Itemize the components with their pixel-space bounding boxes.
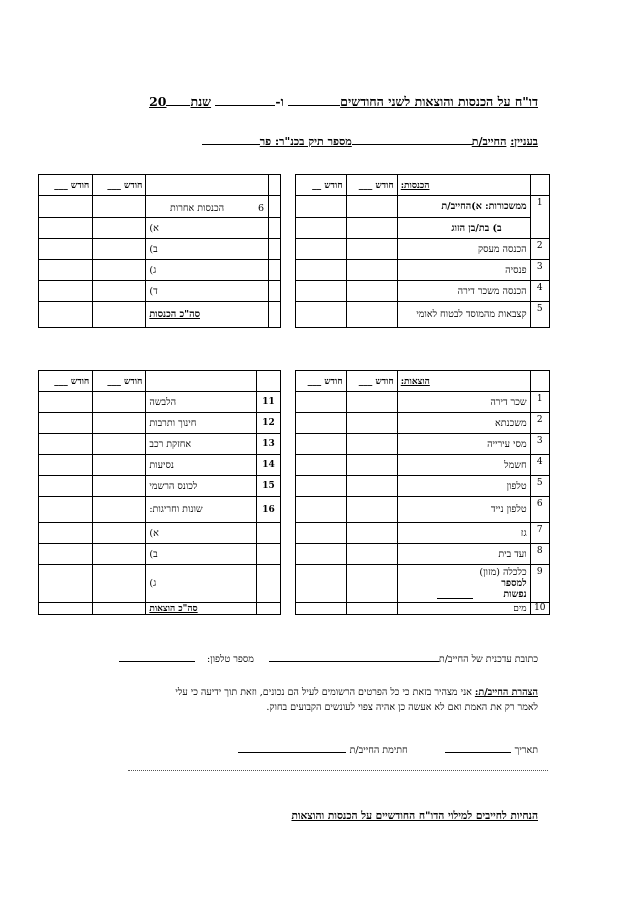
income-cell[interactable] xyxy=(295,239,346,260)
expense-cell[interactable] xyxy=(346,455,397,476)
subject-file-label: מספר תיק בכנ"ר: פר xyxy=(259,135,352,148)
income-cell[interactable] xyxy=(93,218,146,239)
expense-cell[interactable] xyxy=(295,413,346,434)
report-title xyxy=(149,94,538,110)
expense-left-num: 14 xyxy=(256,455,281,476)
expenses-heading: הוצאות: xyxy=(397,371,530,392)
expense-row-num: 10 xyxy=(530,603,549,615)
income-cell[interactable] xyxy=(93,281,146,302)
title-year: 20 xyxy=(149,94,167,109)
expense-cell[interactable] xyxy=(39,476,93,497)
expense-cell[interactable] xyxy=(295,455,346,476)
expense-cell[interactable] xyxy=(93,455,146,476)
expense-row-label: ועד בית xyxy=(397,544,530,565)
expense-cell[interactable] xyxy=(346,497,397,523)
declaration-line1: אני מצהיר בזאת כי כל הפרטים הרשומים לעיל הם נכונים, וזאת תוך ידיעה כי עלי xyxy=(175,687,472,698)
income-month-col-4: חודש ___ xyxy=(39,175,93,196)
expense-left-num xyxy=(256,603,281,615)
income-table xyxy=(38,174,550,328)
expense-cell[interactable] xyxy=(295,523,346,544)
expense-cell[interactable] xyxy=(39,413,93,434)
expense-cell[interactable] xyxy=(346,392,397,413)
expenses-header-left-num xyxy=(256,371,281,392)
expense-row-label: משכנתא xyxy=(397,413,530,434)
income-month-col-2: חודש __ xyxy=(295,175,346,196)
subject-line xyxy=(202,135,538,148)
expense-left-label: ב) xyxy=(146,544,256,565)
expenses-table xyxy=(38,370,550,615)
income-month-col-1: חודש ___ xyxy=(346,175,397,196)
income-left-num xyxy=(269,260,281,281)
income-month-col-3: חודש ___ xyxy=(93,175,146,196)
expense-row-label: שכר דירה xyxy=(397,392,530,413)
declaration-title: הצהרת החייב/ת: xyxy=(474,687,538,698)
expense-left-label: אחזקת רכב xyxy=(146,434,256,455)
expense-cell[interactable] xyxy=(39,434,93,455)
expense-cell[interactable] xyxy=(295,603,346,615)
expense-cell[interactable] xyxy=(93,497,146,523)
expense-cell[interactable] xyxy=(346,565,397,603)
income-cell[interactable] xyxy=(93,239,146,260)
expense-cell[interactable] xyxy=(346,413,397,434)
separator-dotted xyxy=(128,770,548,771)
expense-cell[interactable] xyxy=(295,476,346,497)
income-other-label: הכנסות אחרות xyxy=(170,203,225,214)
expense-row-label-food xyxy=(397,565,530,603)
income-row-num: 2 xyxy=(530,239,549,260)
income-cell[interactable] xyxy=(295,218,346,239)
title-join: ו- xyxy=(275,94,284,109)
date-label: תאריך xyxy=(514,745,538,756)
expense-cell[interactable] xyxy=(346,544,397,565)
income-cell[interactable] xyxy=(93,260,146,281)
income-left-num-6: 6 xyxy=(258,203,265,214)
expense-persons-blank[interactable] xyxy=(437,598,473,599)
income-cell[interactable] xyxy=(39,196,93,218)
declaration-line2: לאמר רק את האמת ואם לא אעשה כן אהיה צפוי לעונשים הקבועים בחוק. xyxy=(266,702,538,713)
subject-label: בעניין: xyxy=(510,135,538,148)
title-year-word: שנת xyxy=(190,94,212,109)
income-cell[interactable] xyxy=(346,218,397,239)
expense-cell[interactable] xyxy=(39,497,93,523)
income-header-num xyxy=(530,175,549,196)
income-row-num: 5 xyxy=(530,302,549,328)
expense-cell[interactable] xyxy=(93,392,146,413)
title-month2-blank[interactable] xyxy=(215,105,275,106)
income-row-label: ממשכורות: א)החייב/ת xyxy=(397,196,530,218)
expenses-month-col-2: חודש ___ xyxy=(295,371,346,392)
expenses-month-col-1: חודש ___ xyxy=(346,371,397,392)
income-left-label: א) xyxy=(146,218,269,239)
income-cell[interactable] xyxy=(295,281,346,302)
title-year-blank[interactable] xyxy=(166,105,190,106)
income-left-num xyxy=(269,239,281,260)
expense-food-label: כלכלה (מזון) xyxy=(479,567,527,578)
expense-row-num: 1 xyxy=(530,392,549,413)
expenses-month-col-3: חודש ___ xyxy=(93,371,146,392)
income-left-num xyxy=(269,281,281,302)
expense-left-num: 11 xyxy=(256,392,281,413)
expense-row-num: 4 xyxy=(530,455,549,476)
income-left-label: ד) xyxy=(146,281,269,302)
expense-cell[interactable] xyxy=(93,523,146,544)
signature-line xyxy=(238,745,538,756)
expense-row-num: 6 xyxy=(530,497,549,523)
income-row-num: 1 xyxy=(530,196,549,239)
expense-cell[interactable] xyxy=(93,476,146,497)
signature-blank[interactable] xyxy=(238,752,346,753)
expense-left-num: 16 xyxy=(256,497,281,523)
address-line xyxy=(119,654,538,665)
address-blank[interactable] xyxy=(269,661,439,662)
income-header-left xyxy=(146,175,269,196)
expense-left-label: א) xyxy=(146,523,256,544)
expense-left-label: הלבשה xyxy=(146,392,256,413)
expense-cell[interactable] xyxy=(39,565,93,603)
expense-cell[interactable] xyxy=(346,476,397,497)
subject-debtor-blank[interactable] xyxy=(352,144,472,145)
expense-cell[interactable] xyxy=(295,544,346,565)
phone-label: מספר טלפון: xyxy=(206,654,254,665)
expense-cell[interactable] xyxy=(93,565,146,603)
declaration xyxy=(175,685,538,715)
title-prefix: דו"ח על הכנסות והוצאות לשני החודשים xyxy=(340,94,538,109)
income-row-label: פנסיה xyxy=(397,260,530,281)
income-left-num xyxy=(269,302,281,328)
expenses-header-num xyxy=(530,371,549,392)
expense-row-num: 5 xyxy=(530,476,549,497)
income-left-num xyxy=(269,196,281,218)
expense-row-label: חשמל xyxy=(397,455,530,476)
address-label: כתובת עדכנית של החייב/ת xyxy=(438,654,538,665)
expenses-month-col-4: חודש ___ xyxy=(39,371,93,392)
income-cell[interactable] xyxy=(346,281,397,302)
expense-row-label: מים xyxy=(397,603,530,615)
subject-file-blank[interactable] xyxy=(202,144,260,145)
expense-total-cell[interactable] xyxy=(39,603,93,615)
expense-left-label: נסיעות xyxy=(146,455,256,476)
date-blank[interactable] xyxy=(445,752,511,753)
expense-row-label: טלפון xyxy=(397,476,530,497)
income-cell[interactable] xyxy=(39,281,93,302)
expense-cell[interactable] xyxy=(346,434,397,455)
expense-row-num: 7 xyxy=(530,523,549,544)
expense-cell[interactable] xyxy=(93,434,146,455)
income-cell[interactable] xyxy=(39,218,93,239)
income-cell[interactable] xyxy=(295,302,346,328)
expense-left-label: ג) xyxy=(146,565,256,603)
expense-left-label: לכונס הרשמי xyxy=(146,476,256,497)
expense-cell[interactable] xyxy=(346,603,397,615)
phone-blank[interactable] xyxy=(119,661,195,662)
expense-cell[interactable] xyxy=(346,523,397,544)
income-row-label: הכנסה מעסק xyxy=(397,239,530,260)
expense-left-label: חינוך ותרבות xyxy=(146,413,256,434)
income-cell[interactable] xyxy=(295,260,346,281)
income-cell[interactable] xyxy=(346,239,397,260)
expense-cell[interactable] xyxy=(39,544,93,565)
expense-left-num xyxy=(256,544,281,565)
income-cell[interactable] xyxy=(295,196,346,218)
income-cell[interactable] xyxy=(39,260,93,281)
income-cell[interactable] xyxy=(93,196,146,218)
instructions-title: הנחיות לחייבים למילוי הדו"ח החודשיים על הכנסות והוצאות xyxy=(291,810,538,822)
income-cell[interactable] xyxy=(39,239,93,260)
expense-left-num xyxy=(256,565,281,603)
expense-cell[interactable] xyxy=(295,565,346,603)
title-month1-blank[interactable] xyxy=(288,105,340,106)
income-cell[interactable] xyxy=(346,302,397,328)
signature-label: חתימת החייב/ת xyxy=(349,745,408,756)
expense-left-num: 12 xyxy=(256,413,281,434)
expense-cell[interactable] xyxy=(93,544,146,565)
income-row-num: 3 xyxy=(530,260,549,281)
income-left-label: ג) xyxy=(146,260,269,281)
expense-left-num: 13 xyxy=(256,434,281,455)
expense-left-label: שונות וחריגות: xyxy=(146,497,256,523)
expense-row-num: 2 xyxy=(530,413,549,434)
income-cell[interactable] xyxy=(346,196,397,218)
expense-row-num: 9 xyxy=(530,565,549,603)
subject-debtor: החייב/ת xyxy=(471,135,507,148)
income-total-cell[interactable] xyxy=(93,302,146,328)
expenses-header-left xyxy=(146,371,256,392)
income-total-cell[interactable] xyxy=(39,302,93,328)
expense-cell[interactable] xyxy=(39,455,93,476)
expense-row-label: טלפון נייד xyxy=(397,497,530,523)
expense-cell[interactable] xyxy=(39,523,93,544)
expense-total-label: סה"כ הוצאות xyxy=(146,603,256,615)
income-header-left-num xyxy=(269,175,281,196)
income-row-label: קצבאות מהמוסד לבטוח לאומי xyxy=(397,302,530,328)
expense-row-num: 3 xyxy=(530,434,549,455)
expense-total-cell[interactable] xyxy=(93,603,146,615)
income-row-sublabel: ב) בת/בן הזוג xyxy=(397,218,530,239)
expense-cell[interactable] xyxy=(39,392,93,413)
income-row-label: הכנסה משכר דירה xyxy=(397,281,530,302)
expense-cell[interactable] xyxy=(93,413,146,434)
expense-row-label: מסי עירייה xyxy=(397,434,530,455)
expense-cell[interactable] xyxy=(295,434,346,455)
income-left-num xyxy=(269,218,281,239)
expense-cell[interactable] xyxy=(295,497,346,523)
expense-cell[interactable] xyxy=(295,392,346,413)
income-total-label: סה"כ הכנסות xyxy=(146,302,269,328)
income-cell[interactable] xyxy=(346,260,397,281)
expense-row-label: גז xyxy=(397,523,530,544)
income-row-num: 4 xyxy=(530,281,549,302)
expense-left-num xyxy=(256,523,281,544)
income-heading: הכנסות: xyxy=(397,175,530,196)
expense-food-persons-label: למספר נפשות xyxy=(501,578,527,600)
expense-row-num: 8 xyxy=(530,544,549,565)
expense-left-num: 15 xyxy=(256,476,281,497)
income-left-label: ב) xyxy=(146,239,269,260)
